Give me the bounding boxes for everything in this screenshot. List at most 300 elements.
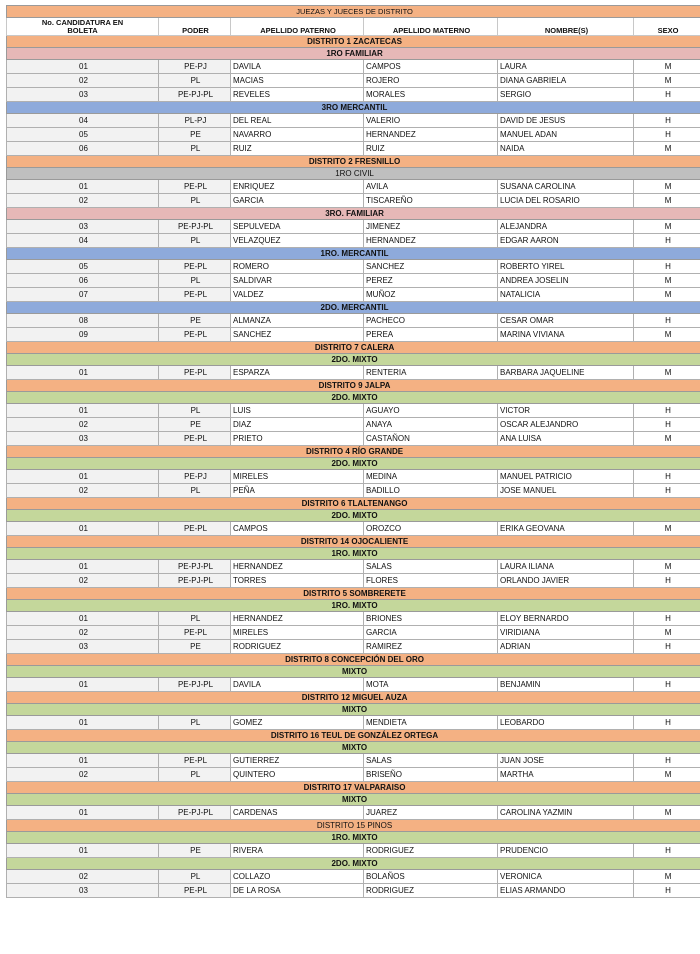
candidate-number: 01 xyxy=(7,806,159,820)
candidate-apellido-paterno: SALDIVAR xyxy=(231,274,364,288)
candidate-poder: PE-PL xyxy=(159,522,231,536)
candidate-apellido-materno: RODRIGUEZ xyxy=(364,884,498,898)
candidate-apellido-materno: JUAREZ xyxy=(364,806,498,820)
header-apellido-materno: APELLIDO MATERNO xyxy=(364,18,498,36)
candidate-number: 03 xyxy=(7,88,159,102)
candidate-apellido-materno: PACHECO xyxy=(364,314,498,328)
candidate-poder: PL xyxy=(159,870,231,884)
district-header-row xyxy=(7,156,700,168)
candidate-sexo: H xyxy=(634,260,700,274)
candidate-poder: PE-PJ-PL xyxy=(159,560,231,574)
table-row xyxy=(7,366,700,380)
candidate-sexo: M xyxy=(634,74,700,88)
candidate-sexo: H xyxy=(634,754,700,768)
candidate-number: 01 xyxy=(7,404,159,418)
candidate-apellido-paterno: GUTIERREZ xyxy=(231,754,364,768)
table-row xyxy=(7,74,700,88)
court-header-row xyxy=(7,742,700,754)
candidate-apellido-materno: JIMENEZ xyxy=(364,220,498,234)
candidate-nombres: MANUEL PATRICIO xyxy=(498,470,634,484)
candidate-poder: PL-PJ xyxy=(159,114,231,128)
candidate-apellido-paterno: ESPARZA xyxy=(231,366,364,380)
candidate-number: 03 xyxy=(7,884,159,898)
candidate-apellido-materno: AGUAYO xyxy=(364,404,498,418)
table-row xyxy=(7,484,700,498)
candidate-sexo: M xyxy=(634,142,700,156)
table-row xyxy=(7,844,700,858)
court-header-row xyxy=(7,666,700,678)
district-label: DISTRITO 14 OJOCALIENTE xyxy=(7,536,700,548)
table-row xyxy=(7,194,700,208)
candidate-poder: PL xyxy=(159,194,231,208)
candidate-apellido-paterno: VALDEZ xyxy=(231,288,364,302)
court-label: 1RO. MIXTO xyxy=(7,548,700,560)
candidate-sexo: H xyxy=(634,418,700,432)
candidate-apellido-paterno: RODRIGUEZ xyxy=(231,640,364,654)
candidate-apellido-materno: RUIZ xyxy=(364,142,498,156)
candidate-sexo: M xyxy=(634,288,700,302)
candidate-nombres: BENJAMIN xyxy=(498,678,634,692)
candidate-nombres: EDGAR AARON xyxy=(498,234,634,248)
candidate-poder: PL xyxy=(159,274,231,288)
candidate-nombres: NATALICIA xyxy=(498,288,634,302)
court-label: 3RO. FAMILIAR xyxy=(7,208,700,220)
court-label: 2DO. MIXTO xyxy=(7,458,700,470)
candidate-apellido-paterno: ENRIQUEZ xyxy=(231,180,364,194)
district-label: DISTRITO 2 FRESNILLO xyxy=(7,156,700,168)
candidate-nombres: JUAN JOSE xyxy=(498,754,634,768)
candidate-apellido-paterno: TORRES xyxy=(231,574,364,588)
candidate-apellido-materno: MUÑOZ xyxy=(364,288,498,302)
candidate-nombres: VICTOR xyxy=(498,404,634,418)
candidate-apellido-materno: HERNANDEZ xyxy=(364,128,498,142)
table-row xyxy=(7,754,700,768)
candidate-poder: PE xyxy=(159,128,231,142)
district-label: DISTRITO 17 VALPARAISO xyxy=(7,782,700,794)
court-label: MIXTO xyxy=(7,742,700,754)
table-row xyxy=(7,626,700,640)
district-label: DISTRITO 7 CALERA xyxy=(7,342,700,354)
candidate-apellido-paterno: REVELES xyxy=(231,88,364,102)
candidate-sexo: H xyxy=(634,716,700,730)
court-label: MIXTO xyxy=(7,704,700,716)
candidate-apellido-materno: MOTA xyxy=(364,678,498,692)
table-row xyxy=(7,114,700,128)
district-header-row xyxy=(7,536,700,548)
candidate-poder: PE-PL xyxy=(159,288,231,302)
district-header-row xyxy=(7,820,700,832)
court-header-row xyxy=(7,548,700,560)
candidate-sexo: M xyxy=(634,180,700,194)
court-header-row xyxy=(7,302,700,314)
candidate-apellido-materno: SANCHEZ xyxy=(364,260,498,274)
candidate-number: 01 xyxy=(7,60,159,74)
candidate-apellido-materno: BRIONES xyxy=(364,612,498,626)
candidate-poder: PL xyxy=(159,768,231,782)
court-label: 1RO FAMILIAR xyxy=(7,48,700,60)
candidate-apellido-paterno: MIRELES xyxy=(231,626,364,640)
candidate-apellido-materno: MEDINA xyxy=(364,470,498,484)
table-header-row xyxy=(7,18,700,36)
candidate-poder: PE-PJ-PL xyxy=(159,678,231,692)
table-row xyxy=(7,260,700,274)
court-header-row xyxy=(7,704,700,716)
candidate-apellido-paterno: LUIS xyxy=(231,404,364,418)
court-header-row xyxy=(7,354,700,366)
candidate-number: 07 xyxy=(7,288,159,302)
candidate-poder: PL xyxy=(159,716,231,730)
candidate-sexo: M xyxy=(634,806,700,820)
district-header-row xyxy=(7,588,700,600)
court-label: 2DO. MIXTO xyxy=(7,858,700,870)
candidate-apellido-materno: BRISEÑO xyxy=(364,768,498,782)
district-label: DISTRITO 8 CONCEPCIÓN DEL ORO xyxy=(7,654,700,666)
court-header-row xyxy=(7,794,700,806)
candidate-sexo: H xyxy=(634,884,700,898)
candidate-poder: PE-PJ-PL xyxy=(159,220,231,234)
candidate-apellido-paterno: DAVILA xyxy=(231,678,364,692)
header-poder: PODER xyxy=(159,18,231,36)
candidate-apellido-materno: SALAS xyxy=(364,754,498,768)
candidate-apellido-materno: GARCIA xyxy=(364,626,498,640)
candidate-apellido-paterno: DAVILA xyxy=(231,60,364,74)
court-header-row xyxy=(7,168,700,180)
header-apellido-paterno: APELLIDO PATERNO xyxy=(231,18,364,36)
court-header-row xyxy=(7,458,700,470)
table-row xyxy=(7,612,700,626)
candidate-number: 01 xyxy=(7,560,159,574)
candidate-poder: PE-PL xyxy=(159,754,231,768)
candidate-apellido-paterno: MACIAS xyxy=(231,74,364,88)
candidate-poder: PL xyxy=(159,404,231,418)
candidate-sexo: M xyxy=(634,366,700,380)
candidate-nombres: DAVID DE JESUS xyxy=(498,114,634,128)
candidate-number: 02 xyxy=(7,484,159,498)
candidate-number: 02 xyxy=(7,74,159,88)
candidate-apellido-materno: RODRIGUEZ xyxy=(364,844,498,858)
candidate-apellido-paterno: CARDENAS xyxy=(231,806,364,820)
candidate-nombres: SERGIO xyxy=(498,88,634,102)
candidates-table xyxy=(6,5,700,898)
candidate-apellido-materno: RAMIREZ xyxy=(364,640,498,654)
table-title: JUEZAS Y JUECES DE DISTRITO xyxy=(7,6,700,18)
table-row xyxy=(7,314,700,328)
candidate-apellido-paterno: PRIETO xyxy=(231,432,364,446)
candidate-poder: PL xyxy=(159,612,231,626)
table-row xyxy=(7,404,700,418)
candidate-number: 02 xyxy=(7,626,159,640)
table-row xyxy=(7,678,700,692)
candidate-nombres: LEOBARDO xyxy=(498,716,634,730)
candidate-sexo: M xyxy=(634,220,700,234)
court-label: 1RO. MIXTO xyxy=(7,832,700,844)
candidate-nombres: OSCAR ALEJANDRO xyxy=(498,418,634,432)
district-header-row xyxy=(7,782,700,794)
table-row xyxy=(7,640,700,654)
candidates-sheet xyxy=(6,5,700,898)
candidate-number: 04 xyxy=(7,234,159,248)
candidate-sexo: H xyxy=(634,404,700,418)
candidate-nombres: LAURA xyxy=(498,60,634,74)
candidate-nombres: LUCIA DEL ROSARIO xyxy=(498,194,634,208)
candidate-number: 02 xyxy=(7,870,159,884)
table-row xyxy=(7,884,700,898)
candidate-sexo: H xyxy=(634,678,700,692)
court-header-row xyxy=(7,832,700,844)
candidate-nombres: CESAR OMAR xyxy=(498,314,634,328)
candidate-nombres: PRUDENCIO xyxy=(498,844,634,858)
candidate-nombres: VIRIDIANA xyxy=(498,626,634,640)
candidate-apellido-paterno: GOMEZ xyxy=(231,716,364,730)
candidate-nombres: ADRIAN xyxy=(498,640,634,654)
candidate-apellido-paterno: ROMERO xyxy=(231,260,364,274)
candidate-apellido-materno: FLORES xyxy=(364,574,498,588)
candidate-number: 03 xyxy=(7,432,159,446)
district-label: DISTRITO 5 SOMBRERETE xyxy=(7,588,700,600)
candidate-number: 05 xyxy=(7,260,159,274)
candidate-apellido-paterno: COLLAZO xyxy=(231,870,364,884)
candidate-number: 01 xyxy=(7,366,159,380)
table-row xyxy=(7,220,700,234)
table-row xyxy=(7,288,700,302)
candidate-number: 02 xyxy=(7,418,159,432)
candidate-number: 01 xyxy=(7,678,159,692)
candidate-apellido-paterno: NAVARRO xyxy=(231,128,364,142)
candidate-apellido-materno: ROJERO xyxy=(364,74,498,88)
header-candidatura: No. CANDIDATURA EN BOLETA xyxy=(7,18,159,36)
candidate-poder: PL xyxy=(159,74,231,88)
candidate-nombres: ANA LUISA xyxy=(498,432,634,446)
candidate-poder: PE xyxy=(159,418,231,432)
candidate-apellido-paterno: QUINTERO xyxy=(231,768,364,782)
candidate-apellido-materno: CAMPOS xyxy=(364,60,498,74)
candidate-sexo: M xyxy=(634,60,700,74)
table-row xyxy=(7,128,700,142)
candidate-apellido-materno: RENTERIA xyxy=(364,366,498,380)
candidate-sexo: M xyxy=(634,560,700,574)
candidate-apellido-paterno: PEÑA xyxy=(231,484,364,498)
candidate-apellido-paterno: HERNANDEZ xyxy=(231,612,364,626)
candidate-sexo: H xyxy=(634,114,700,128)
court-header-row xyxy=(7,510,700,522)
district-header-row xyxy=(7,654,700,666)
candidate-number: 09 xyxy=(7,328,159,342)
candidate-poder: PE-PL xyxy=(159,626,231,640)
candidate-apellido-paterno: DIAZ xyxy=(231,418,364,432)
candidate-nombres: ELOY BERNARDO xyxy=(498,612,634,626)
candidate-apellido-paterno: HERNANDEZ xyxy=(231,560,364,574)
table-row xyxy=(7,768,700,782)
candidate-sexo: H xyxy=(634,574,700,588)
candidate-apellido-materno: OROZCO xyxy=(364,522,498,536)
candidate-number: 01 xyxy=(7,716,159,730)
district-header-row xyxy=(7,342,700,354)
table-row xyxy=(7,88,700,102)
candidate-number: 06 xyxy=(7,274,159,288)
candidate-nombres: DIANA GABRIELA xyxy=(498,74,634,88)
candidate-sexo: M xyxy=(634,768,700,782)
candidate-apellido-materno: ANAYA xyxy=(364,418,498,432)
court-label: MIXTO xyxy=(7,794,700,806)
candidate-number: 01 xyxy=(7,844,159,858)
candidate-apellido-paterno: ALMANZA xyxy=(231,314,364,328)
candidate-apellido-paterno: GARCIA xyxy=(231,194,364,208)
candidate-poder: PL xyxy=(159,234,231,248)
court-header-row xyxy=(7,208,700,220)
candidate-poder: PE-PL xyxy=(159,884,231,898)
court-label: 3RO MERCANTIL xyxy=(7,102,700,114)
candidate-sexo: M xyxy=(634,432,700,446)
candidate-nombres: ROBERTO YIREL xyxy=(498,260,634,274)
candidate-nombres: VERONICA xyxy=(498,870,634,884)
candidate-apellido-materno: VALERIO xyxy=(364,114,498,128)
table-row xyxy=(7,180,700,194)
district-header-row xyxy=(7,730,700,742)
district-header-row xyxy=(7,380,700,392)
candidate-apellido-paterno: SEPULVEDA xyxy=(231,220,364,234)
candidate-poder: PL xyxy=(159,484,231,498)
court-label: MIXTO xyxy=(7,666,700,678)
candidate-poder: PL xyxy=(159,142,231,156)
candidate-number: 01 xyxy=(7,470,159,484)
table-row xyxy=(7,432,700,446)
candidate-apellido-materno: MORALES xyxy=(364,88,498,102)
candidate-apellido-paterno: RUIZ xyxy=(231,142,364,156)
candidate-poder: PE-PL xyxy=(159,180,231,194)
candidate-apellido-paterno: VELAZQUEZ xyxy=(231,234,364,248)
candidate-poder: PE-PL xyxy=(159,432,231,446)
district-header-row xyxy=(7,498,700,510)
candidate-number: 03 xyxy=(7,640,159,654)
candidate-number: 01 xyxy=(7,522,159,536)
candidate-apellido-materno: HERNANDEZ xyxy=(364,234,498,248)
table-row xyxy=(7,806,700,820)
table-row xyxy=(7,470,700,484)
district-label: DISTRITO 6 TLALTENANGO xyxy=(7,498,700,510)
candidate-nombres: ELIAS ARMANDO xyxy=(498,884,634,898)
candidate-nombres: SUSANA CAROLINA xyxy=(498,180,634,194)
candidate-apellido-materno: TISCAREÑO xyxy=(364,194,498,208)
table-row xyxy=(7,328,700,342)
header-sexo: SEXO xyxy=(634,18,700,36)
candidate-apellido-materno: PEREZ xyxy=(364,274,498,288)
candidate-poder: PE-PL xyxy=(159,260,231,274)
candidate-poder: PE xyxy=(159,640,231,654)
candidate-sexo: H xyxy=(634,484,700,498)
court-label: 1RO CIVIL xyxy=(7,168,700,180)
candidate-apellido-paterno: MIRELES xyxy=(231,470,364,484)
candidate-apellido-materno: BADILLO xyxy=(364,484,498,498)
candidate-nombres: NAIDA xyxy=(498,142,634,156)
candidate-sexo: H xyxy=(634,612,700,626)
candidate-nombres: ANDREA JOSELIN xyxy=(498,274,634,288)
candidate-sexo: H xyxy=(634,88,700,102)
table-row xyxy=(7,560,700,574)
candidate-nombres: BARBARA JAQUELINE xyxy=(498,366,634,380)
table-title-row xyxy=(7,6,700,18)
table-row xyxy=(7,418,700,432)
candidate-apellido-paterno: SANCHEZ xyxy=(231,328,364,342)
candidate-nombres: CAROLINA YAZMIN xyxy=(498,806,634,820)
candidate-sexo: H xyxy=(634,234,700,248)
candidate-nombres: MARINA VIVIANA xyxy=(498,328,634,342)
court-header-row xyxy=(7,248,700,260)
candidate-number: 05 xyxy=(7,128,159,142)
court-label: 1RO. MERCANTIL xyxy=(7,248,700,260)
court-label: 1RO. MIXTO xyxy=(7,600,700,612)
court-label: 2DO. MIXTO xyxy=(7,510,700,522)
candidate-sexo: H xyxy=(634,470,700,484)
candidate-sexo: M xyxy=(634,328,700,342)
table-row xyxy=(7,870,700,884)
candidate-number: 02 xyxy=(7,768,159,782)
court-label: 2DO. MERCANTIL xyxy=(7,302,700,314)
court-header-row xyxy=(7,858,700,870)
table-row xyxy=(7,522,700,536)
district-label: DISTRITO 9 JALPA xyxy=(7,380,700,392)
court-header-row xyxy=(7,392,700,404)
candidate-sexo: M xyxy=(634,194,700,208)
district-label: DISTRITO 16 TEUL DE GONZÁLEZ ORTEGA xyxy=(7,730,700,742)
candidate-number: 03 xyxy=(7,220,159,234)
candidate-poder: PE xyxy=(159,844,231,858)
court-header-row xyxy=(7,102,700,114)
candidate-number: 06 xyxy=(7,142,159,156)
candidate-nombres: MANUEL ADAN xyxy=(498,128,634,142)
court-header-row xyxy=(7,600,700,612)
candidate-number: 02 xyxy=(7,194,159,208)
candidate-nombres: ORLANDO JAVIER xyxy=(498,574,634,588)
header-nombres: NOMBRE(S) xyxy=(498,18,634,36)
candidate-number: 01 xyxy=(7,180,159,194)
candidate-apellido-materno: CASTAÑON xyxy=(364,432,498,446)
district-label: DISTRITO 4 RÍO GRANDE xyxy=(7,446,700,458)
candidate-sexo: M xyxy=(634,522,700,536)
candidate-number: 02 xyxy=(7,574,159,588)
table-row xyxy=(7,716,700,730)
candidate-number: 04 xyxy=(7,114,159,128)
candidate-number: 01 xyxy=(7,754,159,768)
candidate-poder: PE-PJ xyxy=(159,470,231,484)
candidate-poder: PE-PL xyxy=(159,328,231,342)
table-row xyxy=(7,60,700,74)
candidate-nombres: ERIKA GEOVANA xyxy=(498,522,634,536)
candidate-apellido-materno: SALAS xyxy=(364,560,498,574)
district-header-row xyxy=(7,446,700,458)
candidate-nombres: JOSE MANUEL xyxy=(498,484,634,498)
candidate-apellido-paterno: CAMPOS xyxy=(231,522,364,536)
district-header-row xyxy=(7,692,700,704)
court-label: 2DO. MIXTO xyxy=(7,392,700,404)
candidate-apellido-materno: PEREA xyxy=(364,328,498,342)
candidate-apellido-paterno: DE LA ROSA xyxy=(231,884,364,898)
table-row xyxy=(7,142,700,156)
candidate-sexo: M xyxy=(634,626,700,640)
candidate-apellido-materno: AVILA xyxy=(364,180,498,194)
district-label: DISTRITO 15 PINOS xyxy=(7,820,700,832)
candidate-nombres: LAURA ILIANA xyxy=(498,560,634,574)
candidate-apellido-paterno: DEL REAL xyxy=(231,114,364,128)
candidate-apellido-paterno: RIVERA xyxy=(231,844,364,858)
district-label: DISTRITO 1 ZACATECAS xyxy=(7,36,700,48)
court-label: 2DO. MIXTO xyxy=(7,354,700,366)
candidate-sexo: H xyxy=(634,128,700,142)
court-header-row xyxy=(7,48,700,60)
candidate-poder: PE-PL xyxy=(159,366,231,380)
candidate-poder: PE-PJ-PL xyxy=(159,88,231,102)
candidate-sexo: H xyxy=(634,640,700,654)
candidate-number: 01 xyxy=(7,612,159,626)
